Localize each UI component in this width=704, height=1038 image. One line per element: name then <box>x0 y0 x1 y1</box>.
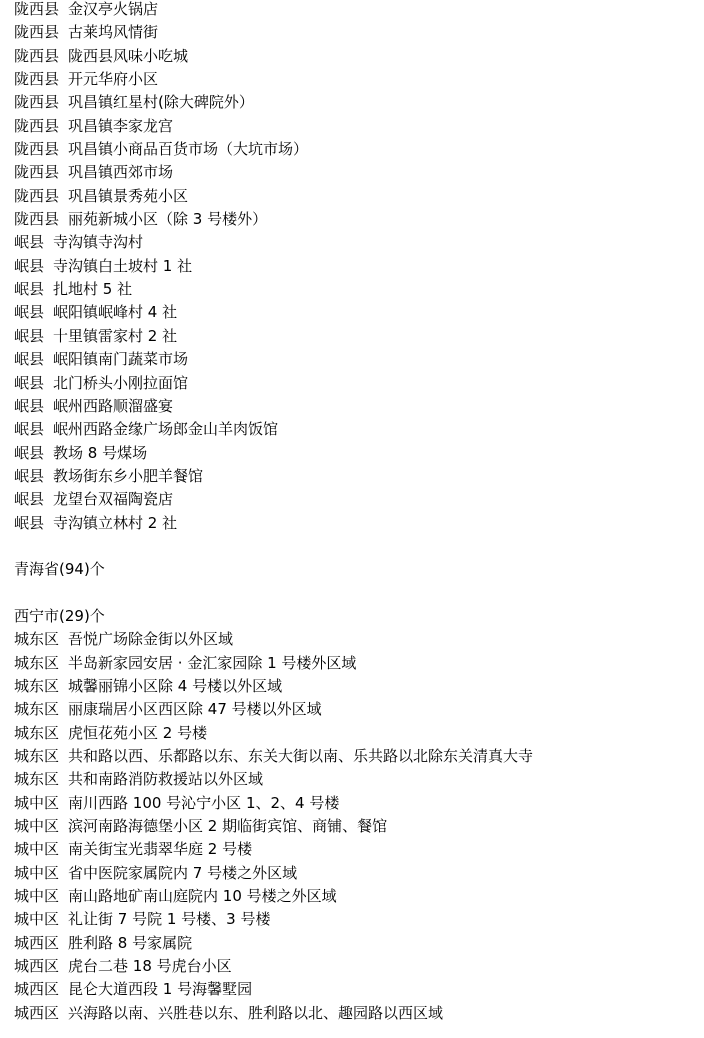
list-item <box>14 815 694 838</box>
place-name: 礼让街 7 号院 1 号楼、3 号楼 <box>68 910 271 929</box>
place-name: 昆仑大道西段 1 号海馨墅园 <box>68 980 253 999</box>
county-name: 陇西县 <box>14 186 60 205</box>
county-name: 陇西县 <box>14 140 60 159</box>
county-name: 岷县 <box>14 396 45 415</box>
place-name: 巩昌镇红星村(除大碑院外） <box>68 93 254 112</box>
list-item <box>14 185 694 208</box>
list-item <box>14 862 694 885</box>
list-item <box>14 418 694 441</box>
place-name: 金汉亭火锅店 <box>68 0 159 18</box>
place-name: 寺沟镇白土坡村 1 社 <box>53 256 193 275</box>
list-item <box>14 838 694 861</box>
county-name: 陇西县 <box>14 0 60 18</box>
county-name: 岷县 <box>14 373 45 392</box>
place-name: 古莱坞风情街 <box>68 23 159 42</box>
place-name: 巩昌镇西郊市场 <box>68 163 174 182</box>
city-heading: 西宁市(29)个 <box>14 606 105 625</box>
list-item <box>14 278 694 301</box>
county-name: 城西区 <box>14 980 60 999</box>
place-name: 半岛新家园安居 · 金汇家园除 1 号楼外区域 <box>68 653 357 672</box>
county-name: 岷县 <box>14 420 45 439</box>
county-name: 岷县 <box>14 513 45 532</box>
place-name: 共和路以西、乐都路以东、东关大街以南、乐共路以北除东关清真大寺 <box>68 747 534 765</box>
blank-line <box>14 535 694 558</box>
list-item <box>14 652 694 675</box>
list-item <box>14 348 694 371</box>
county-name: 城东区 <box>14 676 60 695</box>
county-name: 城中区 <box>14 793 60 812</box>
place-name: 巩昌镇景秀苑小区 <box>68 186 189 205</box>
place-name: 教场 8 号煤场 <box>53 443 148 462</box>
list-item <box>14 138 694 161</box>
place-name: 寺沟镇立林村 2 社 <box>53 513 178 532</box>
county-name: 岷县 <box>14 466 45 485</box>
place-name: 岷州西路顺溜盛宴 <box>53 396 174 415</box>
county-name: 城东区 <box>14 770 60 789</box>
list-item <box>14 68 694 91</box>
county-name: 城东区 <box>14 747 60 765</box>
list-item <box>14 955 694 978</box>
list-item <box>14 1002 694 1025</box>
list-item <box>14 208 694 231</box>
county-name: 陇西县 <box>14 116 60 135</box>
list-item <box>14 372 694 395</box>
county-name: 岷县 <box>14 326 45 345</box>
list-item <box>14 792 694 815</box>
list-item <box>14 885 694 908</box>
county-name: 陇西县 <box>14 93 60 112</box>
place-name: 巩昌镇李家龙宫 <box>68 116 174 135</box>
place-name: 寺沟镇寺沟村 <box>53 233 144 252</box>
county-name: 岷县 <box>14 256 45 275</box>
county-name: 城东区 <box>14 700 60 719</box>
county-name: 岷县 <box>14 490 45 509</box>
county-name: 城中区 <box>14 863 60 882</box>
place-name: 陇西县风味小吃城 <box>68 46 189 65</box>
list-item <box>14 161 694 184</box>
place-name: 扎地村 5 社 <box>53 280 133 299</box>
list-item <box>14 768 694 791</box>
county-name: 陇西县 <box>14 23 60 42</box>
province-heading: 青海省(94)个 <box>14 560 105 579</box>
place-name: 胜利路 8 号家属院 <box>68 933 193 952</box>
place-name: 岷阳镇岷峰村 4 社 <box>53 303 178 322</box>
place-name: 南关街宝光翡翠华庭 2 号楼 <box>68 840 253 859</box>
county-name: 城东区 <box>14 653 60 672</box>
place-name: 北门桥头小刚拉面馆 <box>53 373 189 392</box>
county-name: 岷县 <box>14 233 45 252</box>
xining-entry-list <box>14 628 694 1025</box>
place-name: 吾悦广场除金街以外区域 <box>68 630 234 649</box>
place-name: 龙望台双福陶瓷店 <box>53 490 174 509</box>
place-name: 城馨丽锦小区除 4 号楼以外区域 <box>68 676 283 695</box>
place-name: 虎恒花苑小区 2 号楼 <box>68 723 208 742</box>
list-item <box>14 745 694 768</box>
county-name: 城中区 <box>14 817 60 836</box>
county-name: 陇西县 <box>14 70 60 89</box>
place-name: 岷阳镇南门蔬菜市场 <box>53 350 189 369</box>
county-name: 岷县 <box>14 443 45 462</box>
list-item <box>14 698 694 721</box>
document-page <box>14 0 694 1025</box>
county-name: 陇西县 <box>14 163 60 182</box>
county-name: 城东区 <box>14 630 60 649</box>
list-item <box>14 21 694 44</box>
list-item <box>14 628 694 651</box>
list-item <box>14 488 694 511</box>
gansu-entry-list <box>14 0 694 535</box>
county-name: 岷县 <box>14 280 45 299</box>
list-item <box>14 675 694 698</box>
county-name: 城西区 <box>14 1003 60 1022</box>
place-name: 南山路地矿南山庭院内 10 号楼之外区域 <box>68 887 337 906</box>
place-name: 巩昌镇小商品百货市场（大坑市场） <box>68 140 309 159</box>
list-item <box>14 978 694 1001</box>
list-item <box>14 932 694 955</box>
county-name: 城中区 <box>14 840 60 859</box>
place-name: 省中医院家属院内 7 号楼之外区域 <box>68 863 298 882</box>
place-name: 岷州西路金缘广场郎金山羊肉饭馆 <box>53 420 279 439</box>
list-item <box>14 91 694 114</box>
county-name: 城西区 <box>14 933 60 952</box>
list-item <box>14 231 694 254</box>
place-name: 教场街东乡小肥羊餐馆 <box>53 466 204 485</box>
place-name: 开元华府小区 <box>68 70 159 89</box>
county-name: 城中区 <box>14 910 60 929</box>
place-name: 虎台二巷 18 号虎台小区 <box>68 957 232 976</box>
list-item <box>14 512 694 535</box>
list-item <box>14 442 694 465</box>
place-name: 十里镇雷家村 2 社 <box>53 326 178 345</box>
list-item <box>14 908 694 931</box>
county-name: 城东区 <box>14 723 60 742</box>
place-name: 兴海路以南、兴胜巷以东、胜利路以北、趣园路以西区域 <box>68 1003 444 1022</box>
list-item <box>14 465 694 488</box>
list-item <box>14 0 694 21</box>
list-item <box>14 115 694 138</box>
list-item <box>14 722 694 745</box>
blank-line <box>14 582 694 605</box>
county-name: 陇西县 <box>14 210 60 229</box>
place-name: 共和南路消防救援站以外区域 <box>68 770 264 789</box>
place-name: 丽康瑞居小区西区除 47 号楼以外区域 <box>68 700 322 719</box>
county-name: 岷县 <box>14 303 45 322</box>
place-name: 滨河南路海德堡小区 2 期临街宾馆、商铺、餐馆 <box>68 817 388 836</box>
place-name: 南川西路 100 号沁宁小区 1、2、4 号楼 <box>68 793 340 812</box>
list-item <box>14 255 694 278</box>
county-name: 岷县 <box>14 350 45 369</box>
county-name: 城西区 <box>14 957 60 976</box>
county-name: 陇西县 <box>14 46 60 65</box>
county-name: 城中区 <box>14 887 60 906</box>
list-item <box>14 45 694 68</box>
place-name: 丽苑新城小区（除 3 号楼外） <box>68 210 268 229</box>
list-item <box>14 325 694 348</box>
list-item <box>14 301 694 324</box>
list-item <box>14 395 694 418</box>
